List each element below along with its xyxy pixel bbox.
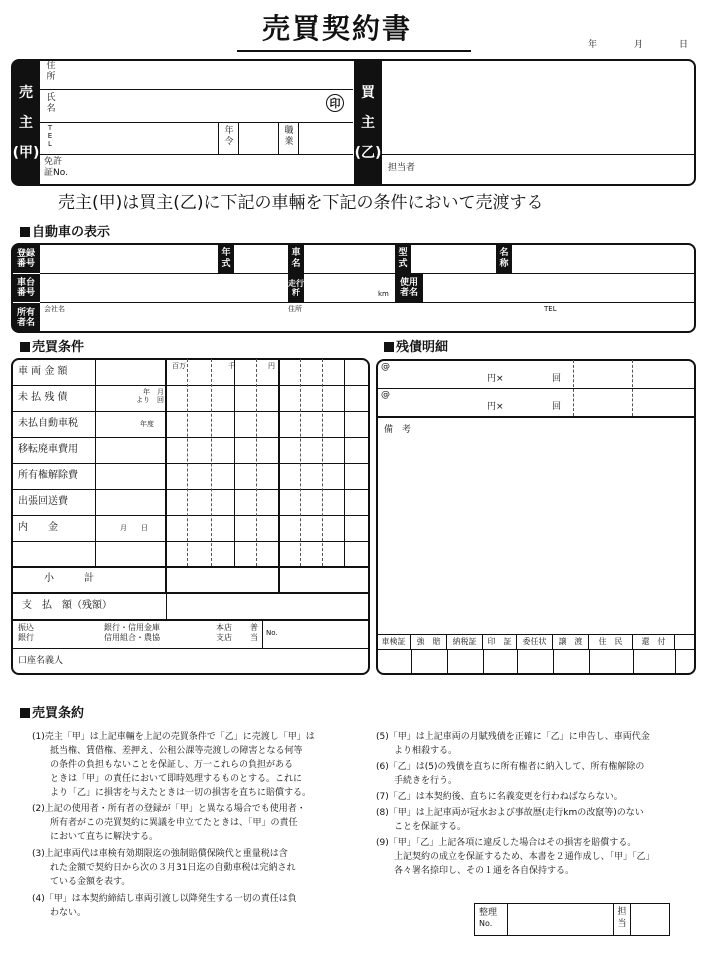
seller-job-label: 職 業 xyxy=(284,126,294,147)
user-label: 使用 者名 xyxy=(395,274,423,302)
debt-at-1: @ xyxy=(381,362,390,372)
term-line: (9)「甲」「乙」上記各項に違反した場合はその損害を賠償する。 xyxy=(376,838,637,848)
row-unpaid-balance: 未 払 残 債 xyxy=(18,392,68,403)
term-line: ている金額を表す。 xyxy=(50,877,131,887)
term-line: (1)売主「甲」は上記車輛を上記の売買条件で「乙」に売渡し「甲」は xyxy=(32,732,315,742)
title-underline xyxy=(237,50,471,52)
account-holder-label: 口座名義人 xyxy=(18,656,64,666)
chassis-no-label: 車台 番号 xyxy=(12,274,40,302)
term-line: (5)「甲」は上記車両の月賦残債を正確に「乙」に申告し、車両代金 xyxy=(376,732,650,742)
debt-yen-2: 円× xyxy=(487,402,504,412)
term-line: れた金額で契約日から次の３月31日迄の自動車税は完納され xyxy=(50,863,296,873)
term-line: 手続きを行う。 xyxy=(394,776,458,786)
seller-label: 売 主 (甲) xyxy=(12,60,40,185)
office-box xyxy=(474,903,670,936)
deposit-date-label: 月 日 xyxy=(120,524,148,532)
date-day: 日 xyxy=(679,40,689,50)
debt-at-2: @ xyxy=(381,390,390,400)
term-line: 各々署名捺印し、その１通を各自保持する。 xyxy=(394,866,575,876)
seller-age-label: 年 令 xyxy=(224,126,234,147)
address-label: 住所 xyxy=(288,305,302,313)
seller-license-label: 免許 証No. xyxy=(44,157,68,178)
unit-thousand: 千 xyxy=(228,362,235,370)
vehicle-frame xyxy=(11,243,696,333)
buyer-staff-label: 担当者 xyxy=(388,163,416,173)
seller-address-label: 住 所 xyxy=(46,61,56,82)
debt-frame xyxy=(376,359,696,675)
unit-yen: 円 xyxy=(268,362,275,370)
office-staff-label: 担 当 xyxy=(617,907,627,929)
unit-million: 百万 xyxy=(172,362,186,370)
term-line: において直ちに解決する。 xyxy=(50,832,159,842)
bank-types-label: 銀行・信用金庫 信用組合・農協 xyxy=(104,623,160,642)
office-ref-label: 整理 No. xyxy=(479,908,498,928)
doc-inkan: 印 証 xyxy=(483,635,517,649)
term-line: より相殺する。 xyxy=(394,746,458,756)
branch-label: 本店 支店 xyxy=(216,623,232,642)
row-ownership-release: 所有権解除費 xyxy=(18,470,78,481)
tax-year-label: 年度 xyxy=(140,420,154,428)
debt-yen-1: 円× xyxy=(487,374,504,384)
company-label: 会社名 xyxy=(44,305,65,313)
term-line: 所有者がこの売買契約に異議を申立てたときは、「甲」の責任 xyxy=(50,818,298,828)
subtotal-label: 小 計 xyxy=(44,573,94,584)
seal-mark: 印 xyxy=(326,94,344,112)
row-transport-cost: 出張回送費 xyxy=(18,496,68,507)
doc-kyobai: 強 賠 xyxy=(411,635,447,649)
term-line: (8)「甲」は上記車両が冠水および事故歴(走行kmの改竄等)のない xyxy=(376,808,644,818)
term-line: (4)「甲」は本契約締結し車両引渡し以降発生する一切の責任は負 xyxy=(32,894,297,904)
term-line: ことを保証する。 xyxy=(394,822,467,832)
sale-statement: 売主(甲)は買主(乙)に下記の車輛を下記の条件において売渡する xyxy=(58,193,544,213)
debt-times-2: 回 xyxy=(552,402,562,412)
remarks-label: 備 考 xyxy=(384,425,412,435)
term-line: 上記契約の成立を保証するため、本書を２通作成し、「甲」「乙」 xyxy=(394,852,655,862)
sale-terms-frame xyxy=(11,358,370,675)
km-unit: km xyxy=(378,290,389,298)
doc-shakensho: 車検証 xyxy=(377,635,411,649)
term-line: (7)「乙」は本契約後、直ちに名義変更を行わねばならない。 xyxy=(376,792,623,802)
doc-kanpu: 還 付 xyxy=(633,635,675,649)
sale-terms-section-title: 売買条件 xyxy=(20,340,84,356)
docs-row xyxy=(377,635,695,649)
doc-nozeisho: 納税証 xyxy=(447,635,483,649)
reg-no-label: 登録 番号 xyxy=(12,244,40,273)
doc-joto: 譲 渡 xyxy=(553,635,589,649)
vehicle-section-title: 自動車の表示 xyxy=(20,225,110,241)
term-line: わない。 xyxy=(50,908,87,918)
model-label: 型 式 xyxy=(395,244,411,273)
date-month: 月 xyxy=(634,40,644,50)
terms-section-title: 売買条約 xyxy=(20,706,84,722)
term-line: (3)上記車両代は車検有効期限迄の強制賠償保険代と重量税は含 xyxy=(32,849,288,859)
seller-name-label: 氏 名 xyxy=(46,93,56,114)
date-year: 年 xyxy=(588,40,598,50)
row-unpaid-car-tax: 未払自動車税 xyxy=(18,418,78,429)
mileage-label: 走行 粁 xyxy=(288,274,304,302)
doc-jumin: 住 民 xyxy=(589,635,633,649)
row-vehicle-price: 車 両 金 額 xyxy=(18,366,68,377)
doc-ininjo: 委任状 xyxy=(517,635,553,649)
account-no-label: No. xyxy=(266,629,278,637)
term-line: より「乙」に損害を与えたときは一切の損害を直ちに賠償する。 xyxy=(50,788,312,798)
account-type-label: 普 当 xyxy=(250,623,258,642)
bank-transfer-label: 振込 銀行 xyxy=(18,623,34,642)
owner-label: 所有 者名 xyxy=(12,303,40,332)
name-label: 名 称 xyxy=(496,244,512,273)
tel-label: TEL xyxy=(544,305,557,313)
debt-times-1: 回 xyxy=(552,374,562,384)
term-line: (2)上記の使用者・所有者の登録が「甲」と異なる場合でも使用者・ xyxy=(32,804,306,814)
debt-section-title: 残債明細 xyxy=(384,340,448,356)
car-name-label: 車 名 xyxy=(288,244,304,273)
year-type-label: 年 式 xyxy=(218,244,234,273)
row-transfer-cost: 移転廃車費用 xyxy=(18,444,78,455)
term-line: 抵当権、賃借権、差押え、公租公課等売渡しの障害となる何等 xyxy=(50,746,303,756)
unpaid-date-label: 年 月 より 回 xyxy=(136,388,164,404)
term-line: の条件の負担もないことを保証し、万一これらの負担がある xyxy=(50,760,294,770)
seller-tel-label: T E L xyxy=(47,124,53,148)
term-line: ときは「甲」の責任において即時処理するものとする。これに xyxy=(50,774,303,784)
buyer-label: 買 主 (乙) xyxy=(354,60,382,185)
payment-label: 支 払 額（残額） xyxy=(22,600,112,611)
page-title: 売買契約書 xyxy=(262,12,413,45)
term-line: (6)「乙」は(5)の残債を直ちに所有権者に納入して、所有権解除の xyxy=(376,762,645,772)
row-deposit: 内 金 xyxy=(18,522,58,533)
